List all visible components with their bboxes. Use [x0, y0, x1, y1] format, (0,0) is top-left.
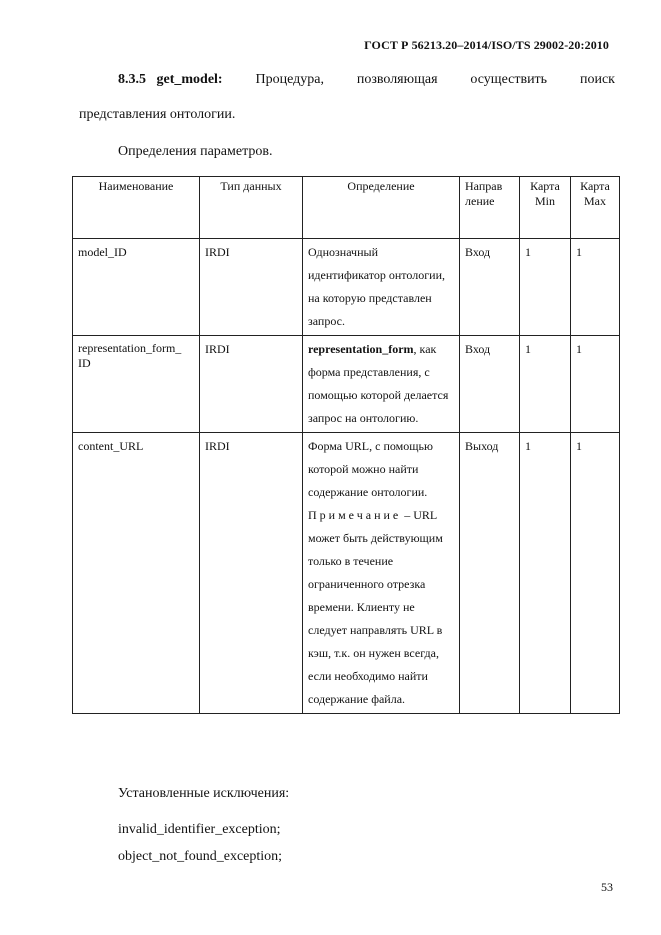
procedure-name: get_model: — [156, 72, 223, 87]
cell-min: 1 — [520, 336, 571, 433]
definition-bold-term: representation_form — [308, 342, 414, 356]
document-header: ГОСТ Р 56213.20–2014/ISO/TS 29002-20:2010 — [364, 38, 609, 52]
exception-item: invalid_identifier_exception; — [118, 822, 281, 837]
cell-min: 1 — [520, 239, 571, 336]
cell-type: IRDI — [200, 239, 303, 336]
definition-text: , как форма представления, с помощью которой делается запрос на онтологию. — [308, 342, 449, 425]
header-card-min: Карта Min — [520, 177, 571, 239]
cell-direction: Вход — [460, 336, 520, 433]
cell-name: model_ID — [73, 239, 200, 336]
cell-definition — [303, 336, 460, 433]
header-type: Тип данных — [200, 177, 303, 239]
exceptions-title: Установленные исключения: — [118, 786, 290, 801]
cell-min: 1 — [520, 433, 571, 714]
header-definition: Определение — [303, 177, 460, 239]
cell-name: representation_form_ ID — [73, 336, 200, 433]
section-heading — [118, 72, 615, 88]
params-title: Определения параметров. — [118, 144, 273, 159]
table-row — [73, 433, 620, 714]
definition-text: Форма URL, с помощью которой можно найти содержание онтологии. — [308, 439, 433, 499]
cell-name: content_URL — [73, 433, 200, 714]
note-text: – URL может быть действующим только в течение ограниченного отрезка времени. Клиенту не следует направлять URL в кэш, т.к. он нужен всегда, если необходимо найти содержание файла. — [308, 508, 443, 706]
header-direction: Направ ление — [460, 177, 520, 239]
section-number-and-name — [118, 72, 223, 88]
parameters-table — [72, 176, 620, 714]
header-name: Наименование — [73, 177, 200, 239]
description-continuation: представления онтологии. — [79, 107, 236, 122]
description-word: осуществить — [470, 72, 548, 87]
table-row — [73, 336, 620, 433]
note-label: Примечание — [308, 508, 402, 522]
exception-item: object_not_found_exception; — [118, 849, 283, 864]
cell-definition — [303, 433, 460, 714]
cell-direction: Выход — [460, 433, 520, 714]
page-number: 53 — [601, 880, 613, 894]
cell-definition: Однозначный идентификатор онтологии, на которую представлен запрос. — [303, 239, 460, 336]
cell-type: IRDI — [200, 336, 303, 433]
table-row — [73, 239, 620, 336]
section-number: 8.3.5 — [118, 72, 146, 87]
description-word: поиск — [579, 72, 615, 87]
cell-type: IRDI — [200, 433, 303, 714]
description-word: позволяющая — [356, 72, 438, 87]
cell-max: 1 — [571, 433, 620, 714]
cell-max: 1 — [571, 239, 620, 336]
cell-max: 1 — [571, 336, 620, 433]
header-card-max: Карта Max — [571, 177, 620, 239]
description-word: Процедура, — [255, 72, 324, 87]
table-header-row — [73, 177, 620, 239]
cell-direction: Вход — [460, 239, 520, 336]
